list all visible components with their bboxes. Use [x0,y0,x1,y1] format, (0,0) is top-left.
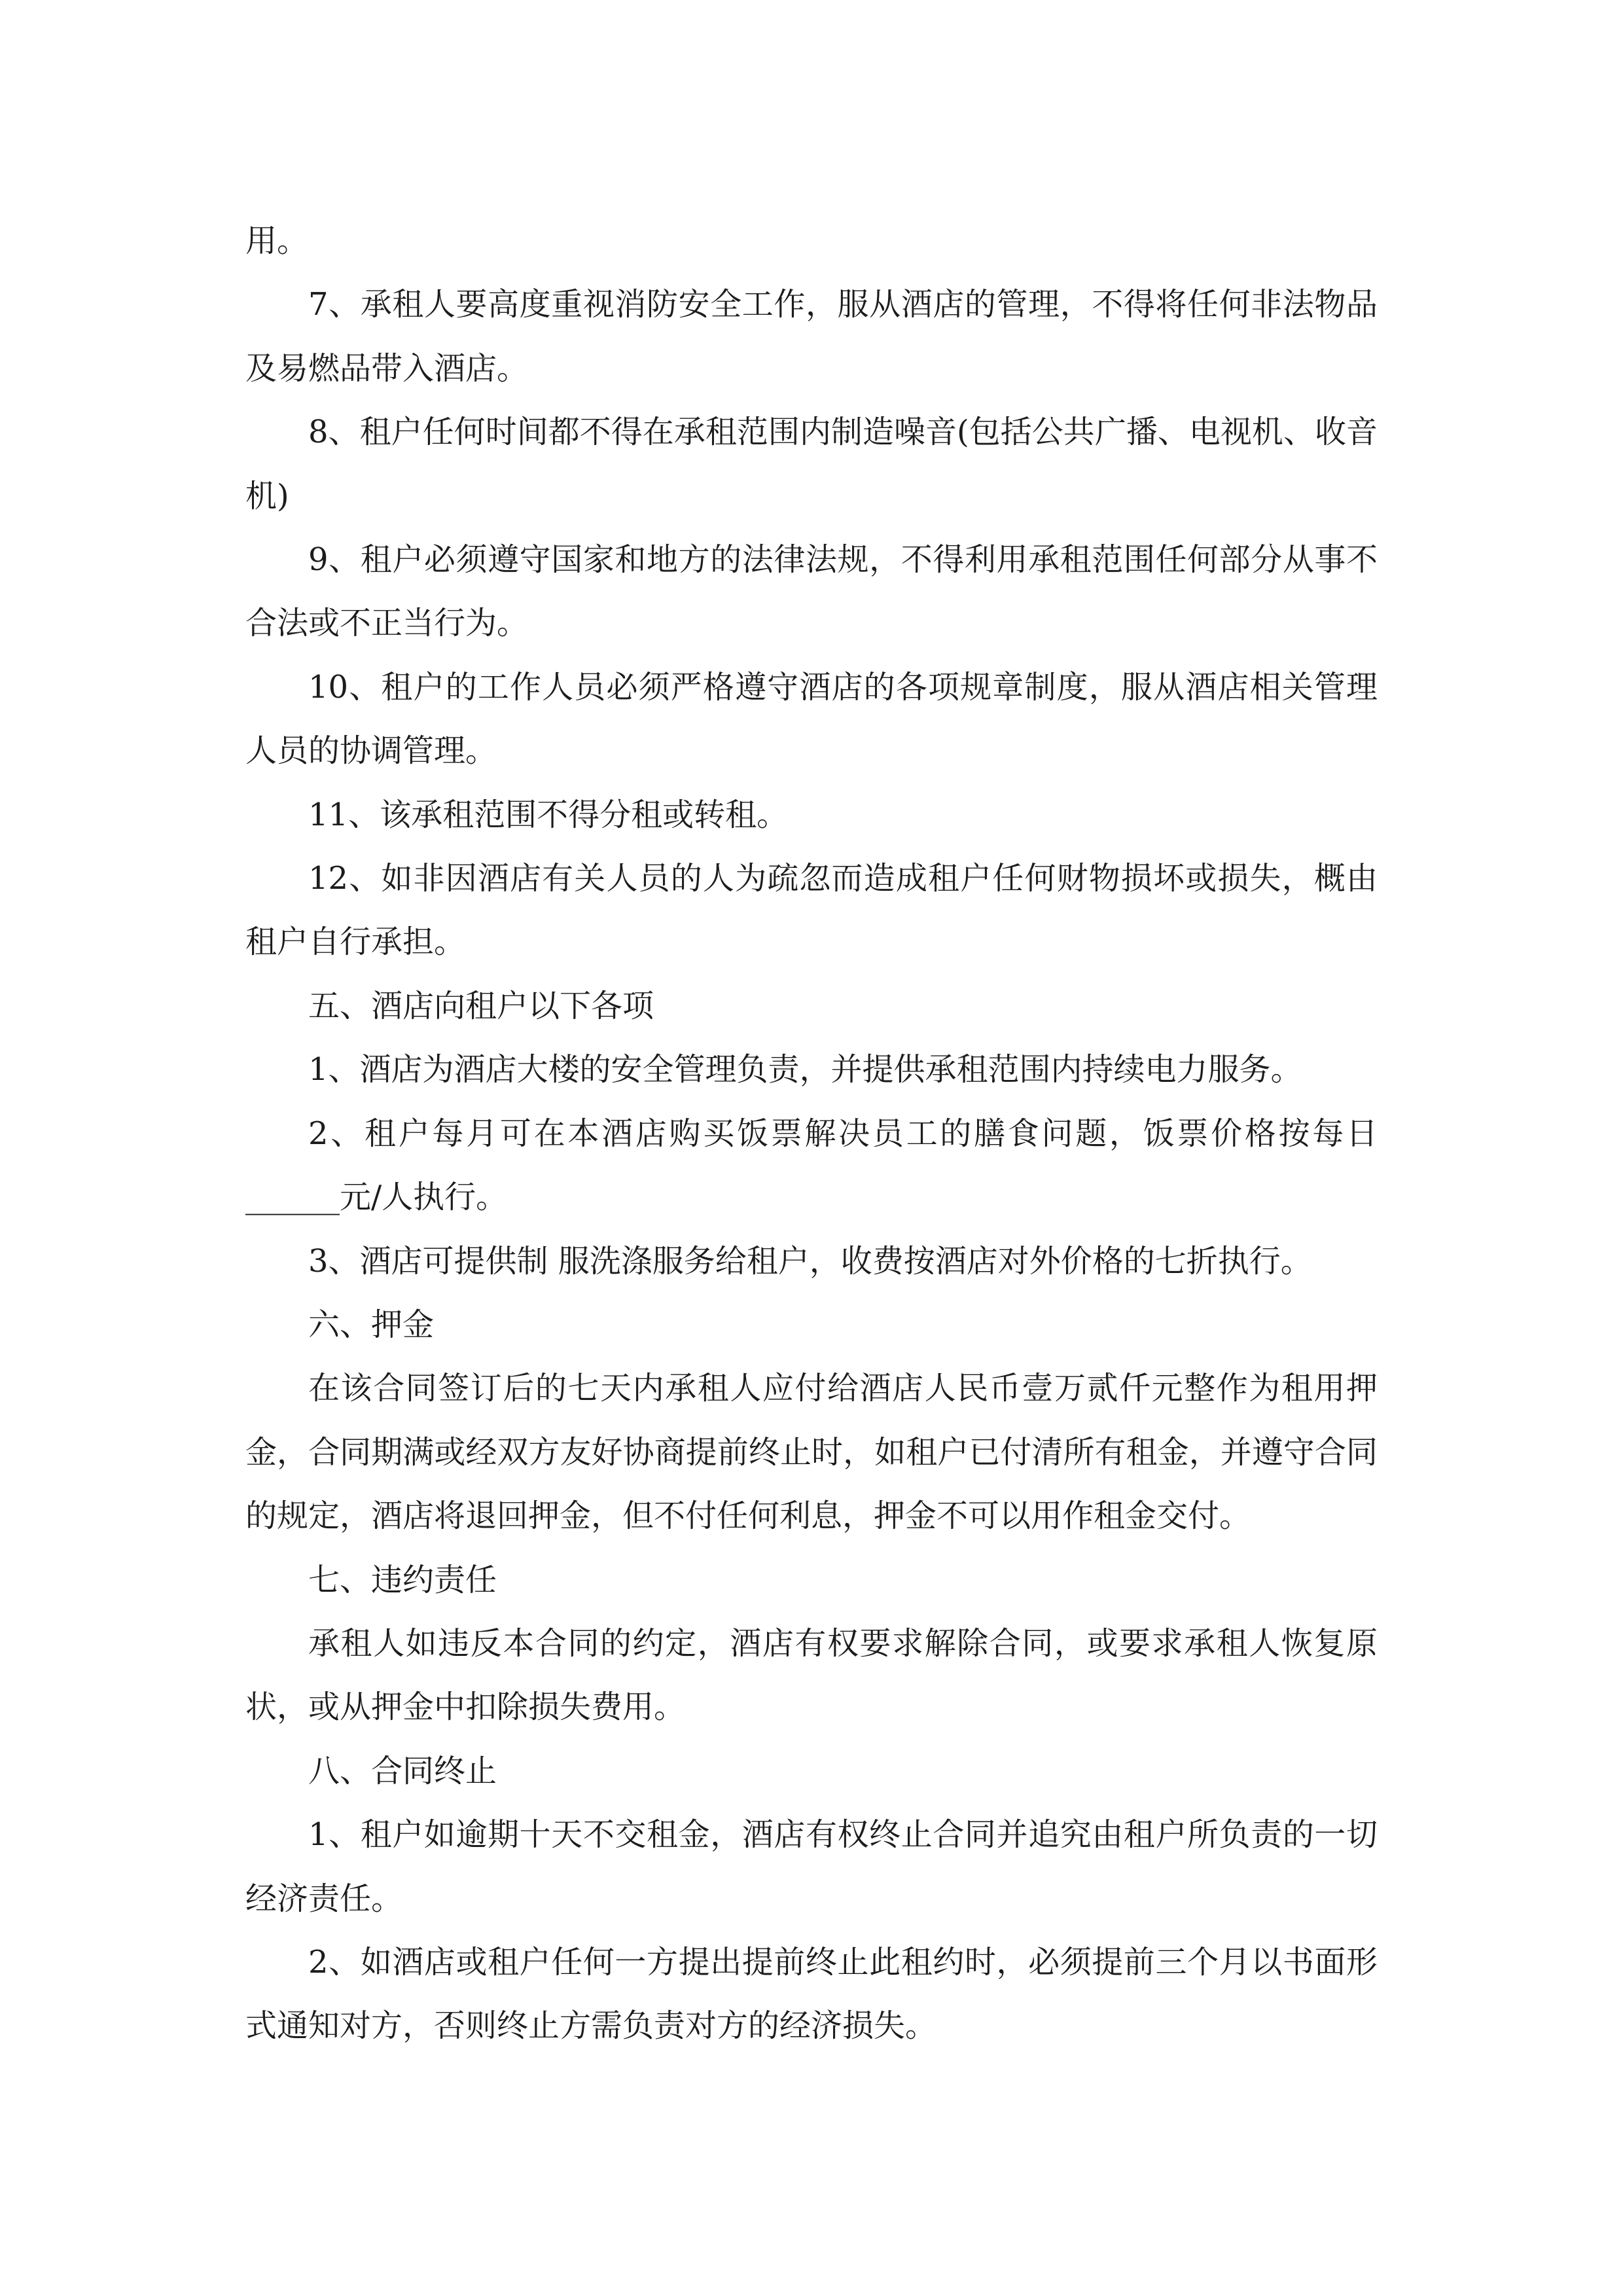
clause-10: 10、租户的工作人员必须严格遵守酒店的各项规章制度，服从酒店相关管理人员的协调管理。 [245,668,1378,770]
section-heading-8: 八、合同终止 [308,1752,497,1789]
deposit-paragraph: 在该合同签订后的七天内承租人应付给酒店人民币壹万贰仟元整作为租用押金，合同期满或经双方友好协商提前终止时，如租户已付清所有租金，并遵守合同的规定，酒店将退回押金，但不付任何利息，押金不可以用作租金交付。 [245,1370,1378,1535]
clause-8: 8、租户任何时间都不得在承租范围内制造噪音(包括公共广播、电视机、收音机) [245,414,1378,514]
section-heading-6: 六、押金 [308,1306,435,1343]
section-heading-7: 七、违约责任 [308,1561,497,1598]
section-heading-5: 五、酒店向租户以下各项 [308,987,654,1024]
section-8-item-2: 2、如酒店或租户任何一方提出提前终止此租约时，必须提前三个月以书面形式通知对方，否则终止方需负责对方的经济损失。 [245,1943,1378,2045]
clause-11: 11、该承租范围不得分租或转租。 [308,796,789,833]
clause-9: 9、租户必须遵守国家和地方的法律法规，不得利用承租范围任何部分从事不合法或不正当行为。 [245,541,1378,642]
section-8-item-1: 1、租户如逾期十天不交租金，酒店有权终止合同并追究由租户所负责的一切经济责任。 [245,1816,1378,1917]
section-5-item-2: 2、租户每月可在本酒店购买饭票解决员工的膳食问题，饭票价格按每日______元/人执行。 [245,1115,1378,1216]
breach-paragraph: 承租人如违反本合同的约定，酒店有权要求解除合同，或要求承租人恢复原状，或从押金中扣除损失费用。 [245,1624,1378,1726]
continued-paragraph: 用。 [245,223,309,259]
clause-7: 7、承租人要高度重视消防安全工作，服从酒店的管理，不得将任何非法物品及易燃品带入酒店。 [245,286,1378,387]
section-5-item-3: 3、酒店可提供制 服洗涤服务给租户，收费按酒店对外价格的七折执行。 [308,1242,1312,1280]
document-page [245,209,1378,2058]
section-5-item-1: 1、酒店为酒店大楼的安全管理负责，并提供承租范围内持续电力服务。 [308,1051,1302,1088]
clause-12: 12、如非因酒店有关人员的人为疏忽而造成租户任何财物损坏或损失，概由租户自行承担。 [245,860,1378,961]
